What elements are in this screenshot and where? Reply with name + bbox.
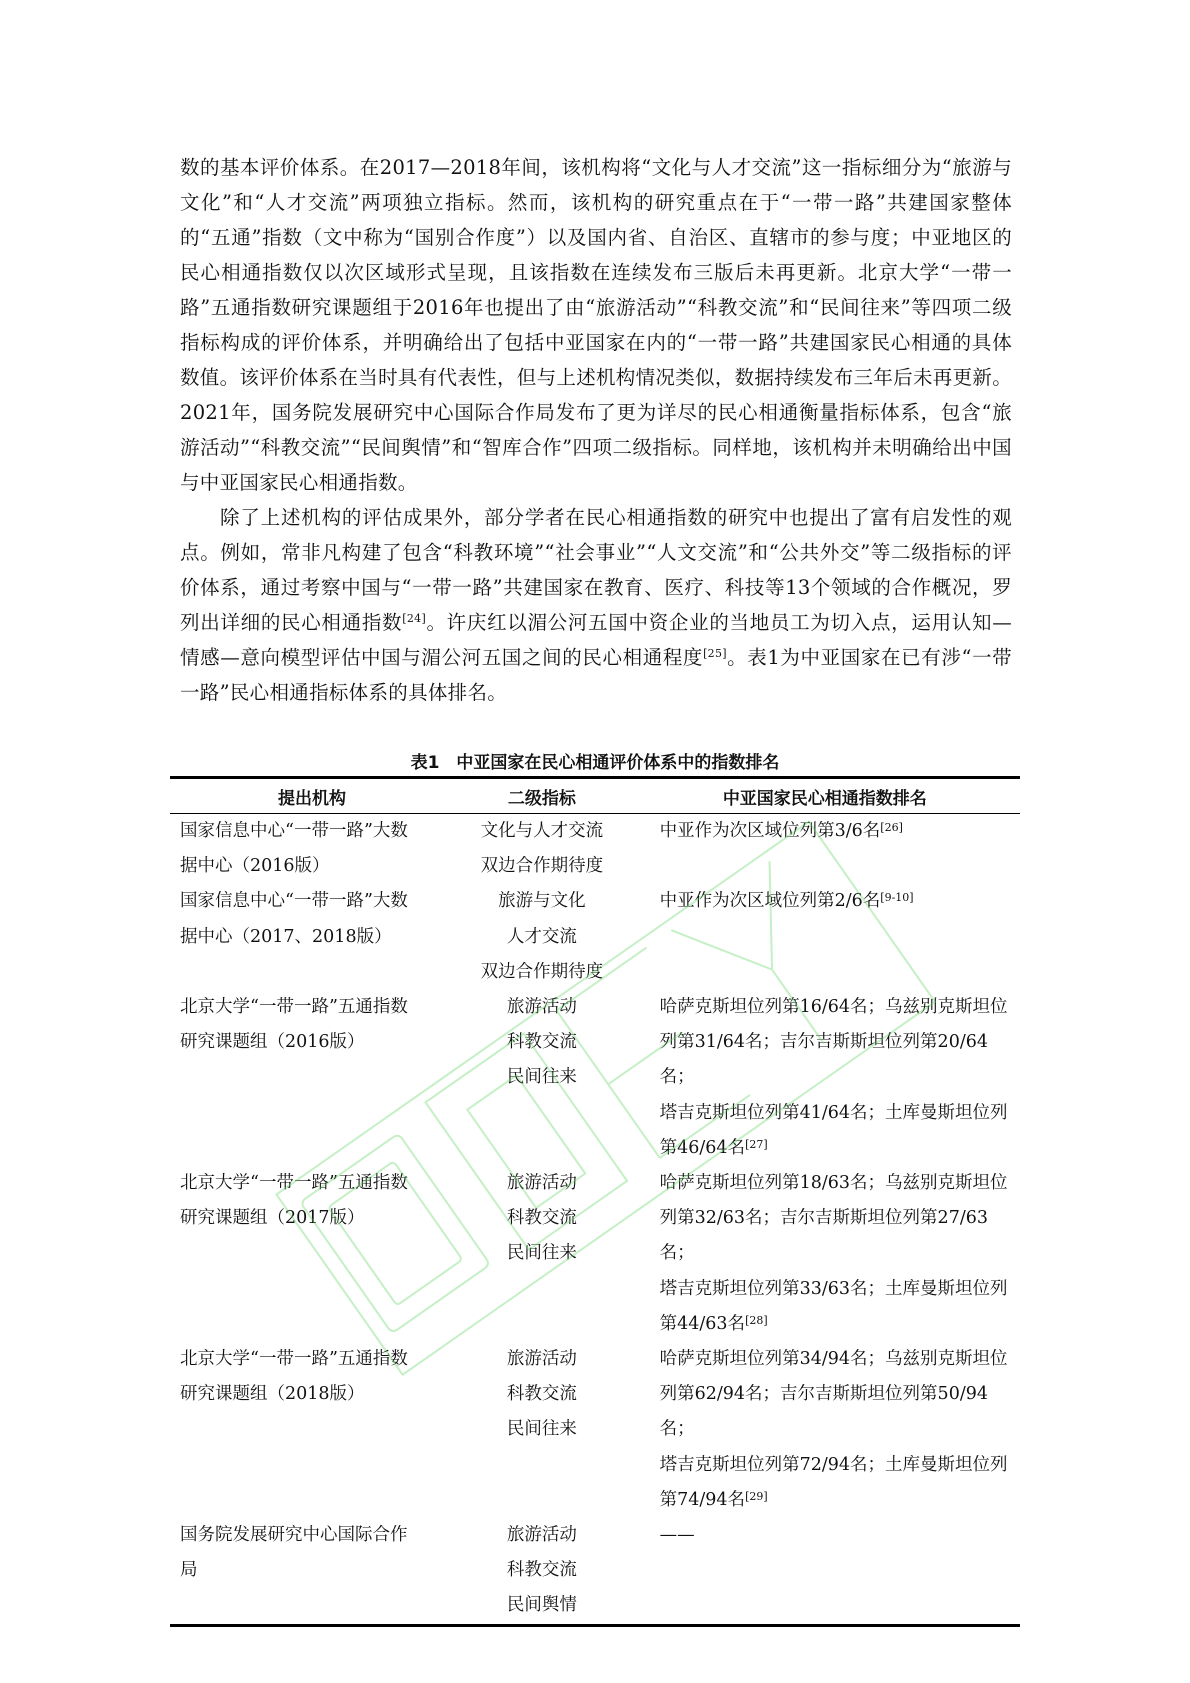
ranking-cell: [630, 1342, 1020, 1518]
indicator-item: 人才交流: [506, 926, 577, 947]
ranking-cell: [630, 884, 1020, 990]
paragraph-2-text-c: 。表1为中亚国家在已有涉“一带一路”民心相通指标体系的具体排名。: [180, 646, 1012, 704]
organization-cell: [170, 884, 454, 990]
ranking-line: ——: [659, 1525, 695, 1546]
organization-line: 国家信息中心“一带一路”大数: [180, 821, 408, 841]
ranking-table-container: [170, 776, 1020, 1627]
indicator-item: 旅游与文化: [498, 891, 586, 912]
body-paragraph-1: 数的基本评价体系。在2017—2018年间，该机构将“文化与人才交流”这一指标细分为“旅游与文化”和“人才交流”两项独立指标。然而，该机构的研究重点在于“一带一路”共建国家整体的“五通”指数（文中称为“国别合作度”）以及国内省、自治区、直辖市的参与度；中亚地区的民心相通指数仅以次区域形式呈现，且该指数在连续发布三版后未再更新。北京大学“一带一路”五通指数研究课题组于2016年也提出了由“旅游活动”“科教交流”和“民间往来”等四项二级指标构成的评价体系，并明确给出了包括中亚国家在内的“一带一路”共建国家民心相通的具体数值。该评价体系在当时具有代表性，但与上述机构情况类似，数据持续发布三年后未再更新。2021年，国务院发展研究中心国际合作局发布了更为详尽的民心相通衡量指标体系，包含“旅游活动”“科教交流”“民间舆情”和“智库合作”四项二级指标。同样地，该机构并未明确给出中国与中亚国家民心相通指数。: [180, 156, 1012, 494]
indicators-cell: [454, 990, 630, 1166]
ranking-line: 中亚作为次区域位列第3/6名[26]: [659, 821, 903, 841]
indicator-item: 旅游活动: [506, 997, 577, 1018]
ranking-line: 列第31/64名；吉尔吉斯斯坦位列第20/64名；: [659, 1032, 988, 1088]
indicator-item: 民间舆情: [506, 1595, 577, 1616]
ranking-line: 哈萨克斯坦位列第34/94名；乌兹别克斯坦位: [659, 1349, 1008, 1370]
header-organization: 提出机构: [170, 778, 454, 814]
indicator-item: 民间往来: [506, 1243, 577, 1264]
body-paragraph-2: [180, 500, 1012, 710]
indicators-cell: [454, 1518, 630, 1625]
organization-line: 据中心（2017、2018版）: [180, 926, 392, 947]
ranking-line: 第44/63名[28]: [659, 1313, 768, 1334]
header-indicators: 二级指标: [454, 778, 630, 814]
indicators-cell: [454, 884, 630, 990]
indicator-item: 科教交流: [506, 1560, 577, 1581]
table-row: [170, 1342, 1020, 1518]
ranking-citation: [9-10]: [880, 891, 914, 905]
ranking-cell: [630, 814, 1020, 885]
indicator-item: 民间往来: [506, 1067, 577, 1088]
ranking-citation: [27]: [745, 1137, 768, 1151]
ranking-line: 中亚作为次区域位列第2/6名[9-10]: [659, 891, 914, 912]
indicator-item: 科教交流: [506, 1208, 577, 1229]
organization-line: 研究课题组（2018版）: [180, 1384, 365, 1405]
table-row: [170, 884, 1020, 990]
paragraph-2-text-a: 除了上述机构的评估成果外，部分学者在民心相通指数的研究中也提出了富有启发性的观点。例如，常非凡构建了包含“科教环境”“社会事业”“人文交流”和“公共外交”等二级指标的评价体系，通过考察中国与“一带一路”共建国家在教育、医疗、科技等13个领域的合作概况，罗列出详细的民心相通指数: [180, 506, 1012, 634]
ranking-line: 哈萨克斯坦位列第18/63名；乌兹别克斯坦位: [659, 1173, 1008, 1194]
organization-line: 据中心（2016版）: [180, 856, 330, 877]
table-header-row: [170, 778, 1020, 814]
ranking-line: 第74/94名[29]: [659, 1489, 768, 1510]
indicator-item: 旅游活动: [506, 1525, 577, 1546]
ranking-line: 第46/64名[27]: [659, 1137, 768, 1158]
ranking-line: 塔吉克斯坦位列第41/64名；土库曼斯坦位列: [659, 1102, 1008, 1123]
organization-line: 国务院发展研究中心国际合作: [180, 1525, 408, 1546]
header-ranking: 中亚国家民心相通指数排名: [630, 778, 1020, 814]
organization-line: 北京大学“一带一路”五通指数: [180, 1173, 408, 1194]
indicator-item: 双边合作期待度: [480, 961, 604, 982]
indicator-item: 科教交流: [506, 1384, 577, 1405]
table-row: [170, 1166, 1020, 1342]
table-row: [170, 814, 1020, 885]
indicator-item: 科教交流: [506, 1032, 577, 1053]
indicators-cell: [454, 1166, 630, 1342]
organization-cell: [170, 1166, 454, 1342]
organization-cell: [170, 1342, 454, 1518]
indicator-item: 双边合作期待度: [480, 856, 604, 877]
organization-line: 北京大学“一带一路”五通指数: [180, 1349, 408, 1370]
organization-cell: [170, 1518, 454, 1625]
indicators-cell: [454, 814, 630, 885]
organization-cell: [170, 990, 454, 1166]
ranking-line: 列第62/94名；吉尔吉斯斯坦位列第50/94名；: [659, 1384, 988, 1440]
organization-cell: [170, 814, 454, 885]
organization-line: 国家信息中心“一带一路”大数: [180, 891, 408, 912]
citation-25: [25]: [703, 647, 727, 660]
ranking-line: 塔吉克斯坦位列第33/63名；土库曼斯坦位列: [659, 1278, 1008, 1299]
ranking-cell: [630, 1518, 1020, 1625]
indicator-item: 民间往来: [506, 1419, 577, 1440]
indicator-item: 文化与人才交流: [480, 821, 604, 841]
ranking-cell: [630, 990, 1020, 1166]
ranking-citation: [28]: [745, 1313, 768, 1327]
organization-line: 研究课题组（2017版）: [180, 1208, 365, 1229]
ranking-citation: [26]: [880, 821, 903, 834]
organization-line: 北京大学“一带一路”五通指数: [180, 997, 408, 1018]
paragraph-2-text-b: 。许庆红以湄公河五国中资企业的当地员工为切入点，运用认知—情感—意向模型评估中国与湄公河五国之间的民心相通程度: [180, 611, 1012, 669]
indicator-item: 旅游活动: [506, 1173, 577, 1194]
ranking-line: 哈萨克斯坦位列第16/64名；乌兹别克斯坦位: [659, 997, 1008, 1018]
organization-line: 局: [180, 1560, 198, 1581]
table-row: [170, 1518, 1020, 1625]
table-body: [170, 814, 1020, 1626]
table-row: [170, 990, 1020, 1166]
table-caption: 表1 中亚国家在民心相通评价体系中的指数排名: [410, 753, 780, 773]
ranking-line: 塔吉克斯坦位列第72/94名；土库曼斯坦位列: [659, 1454, 1008, 1475]
ranking-table: [170, 776, 1020, 1627]
ranking-cell: [630, 1166, 1020, 1342]
indicators-cell: [454, 1342, 630, 1518]
indicator-item: 旅游活动: [506, 1349, 577, 1370]
ranking-line: 列第32/63名；吉尔吉斯斯坦位列第27/63名；: [659, 1208, 988, 1264]
organization-line: 研究课题组（2016版）: [180, 1032, 365, 1053]
citation-24: [24]: [402, 612, 427, 625]
ranking-citation: [29]: [745, 1489, 768, 1503]
